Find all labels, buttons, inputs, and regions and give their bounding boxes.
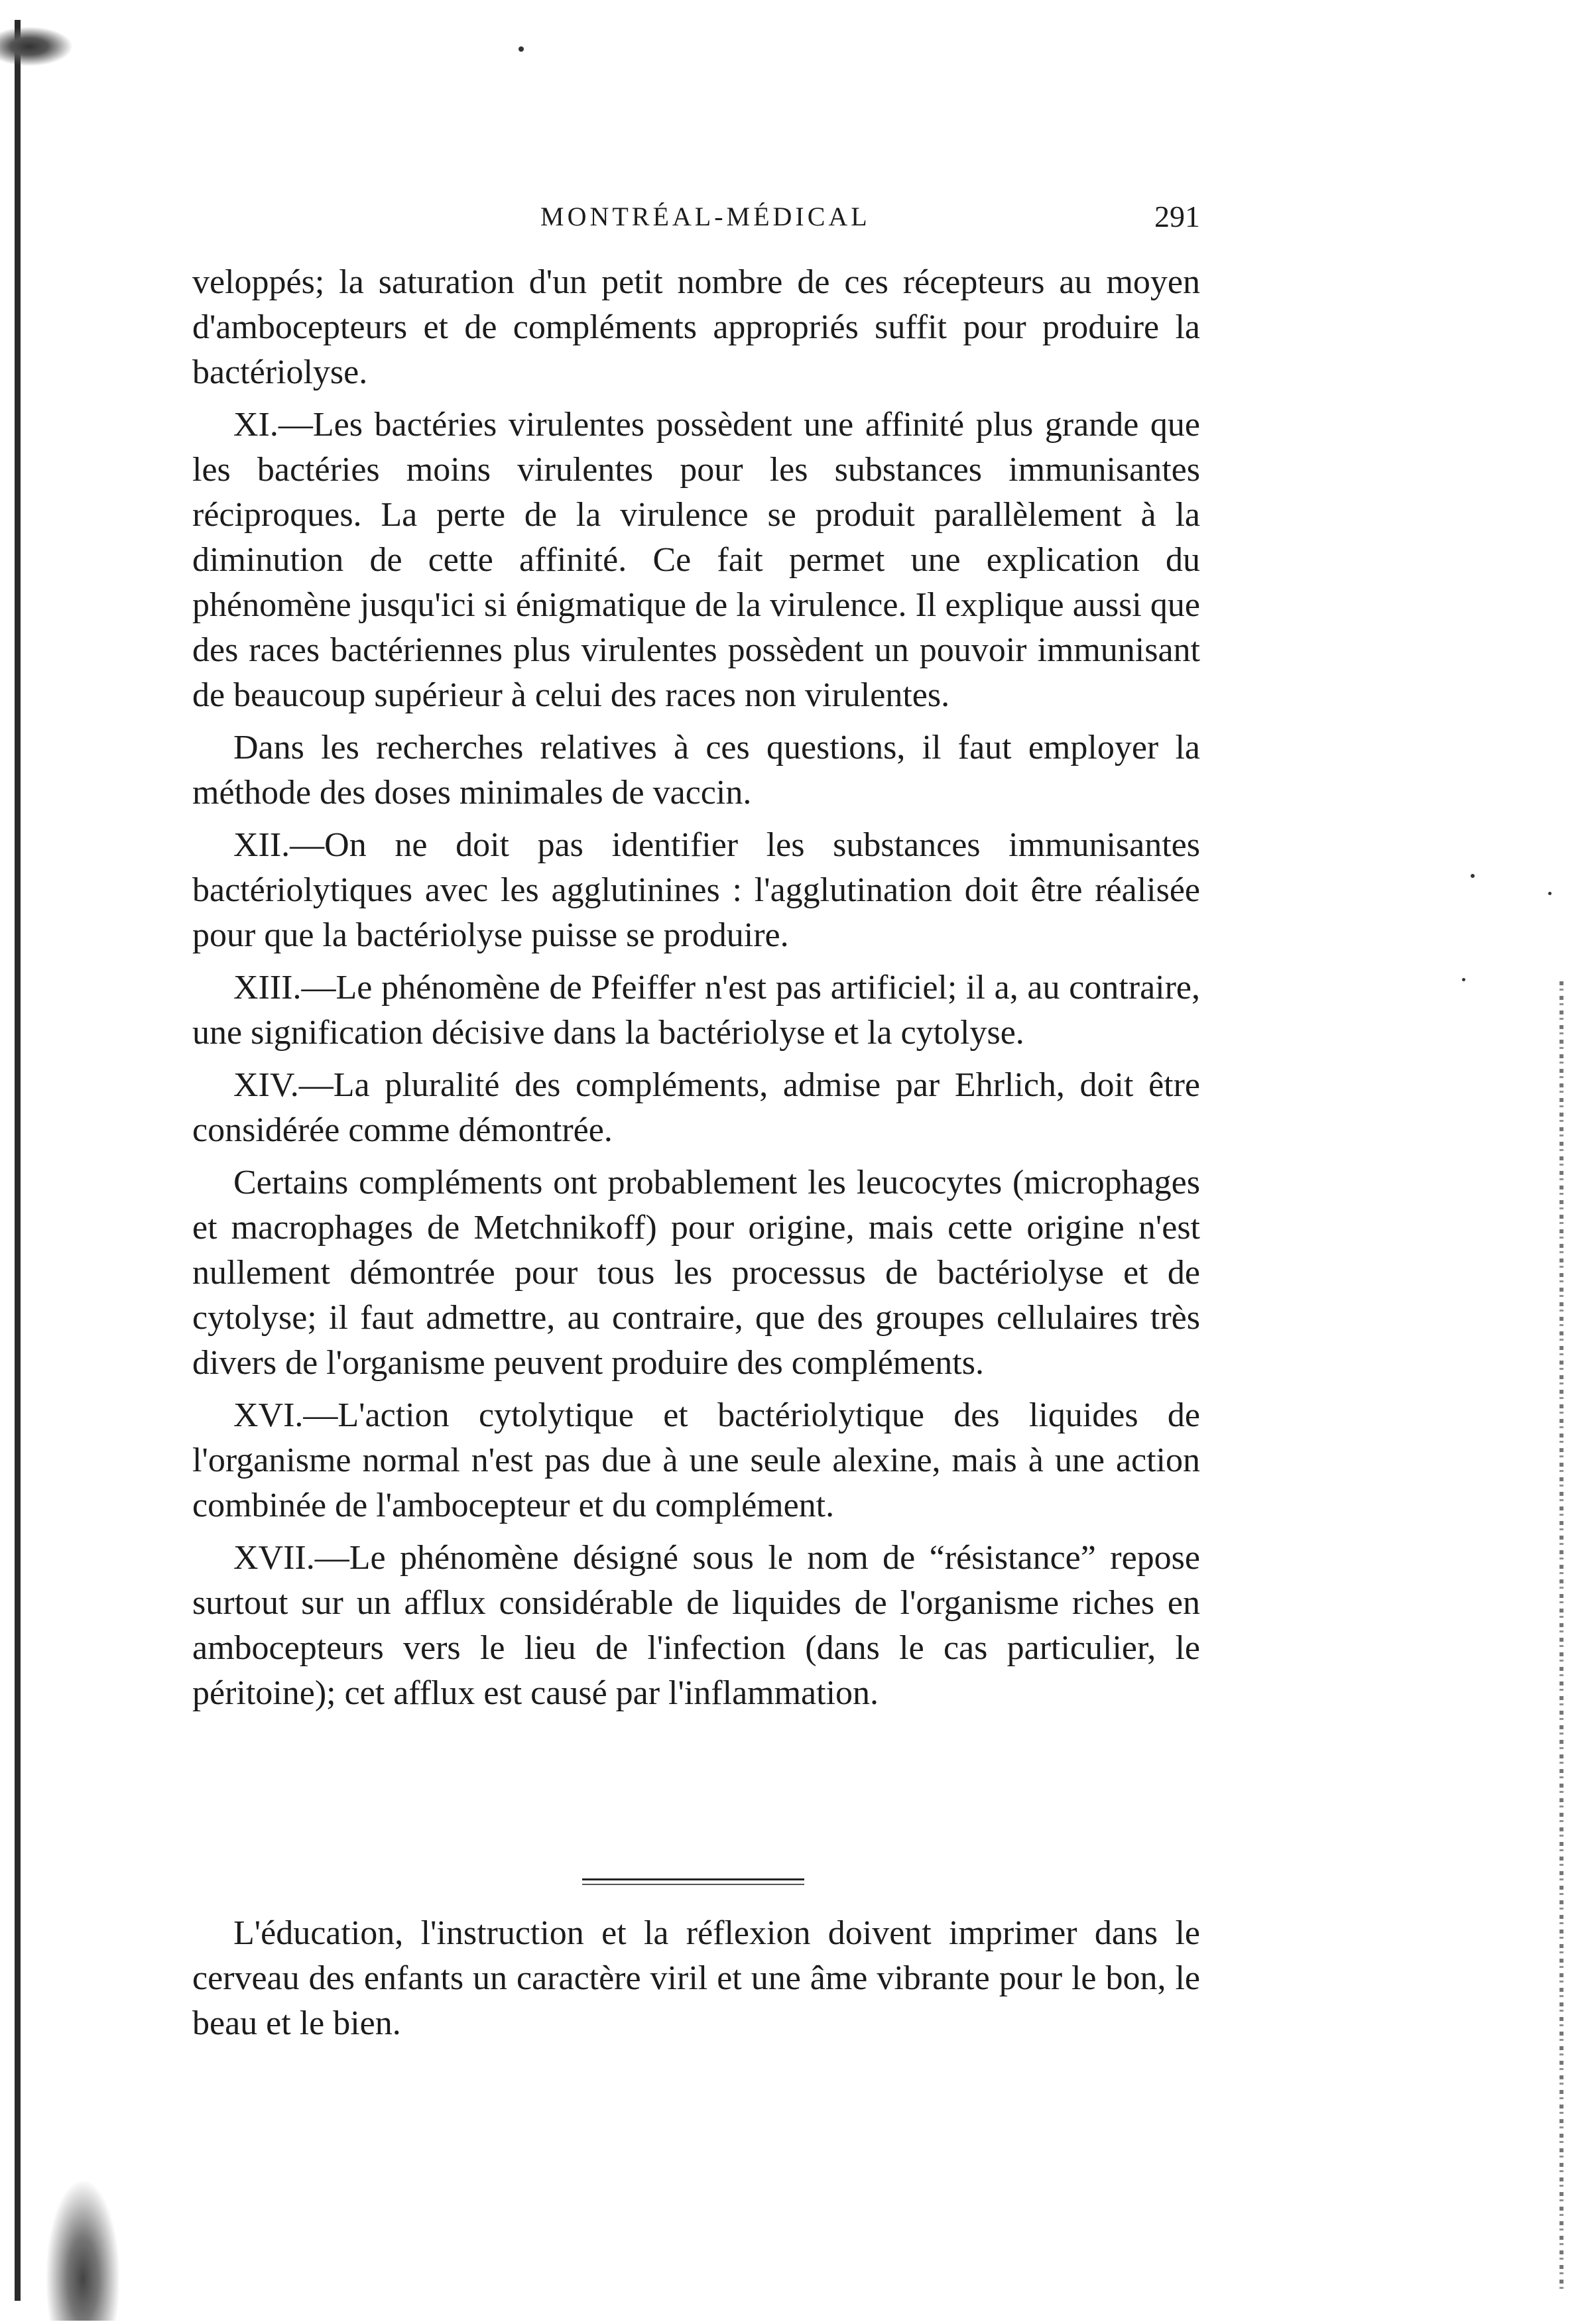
paragraph-research-note: Dans les recherches relatives à ces questions, il faut employer la méthode des doses minimales de vaccin. xyxy=(192,729,1200,812)
running-head: MONTRÉAL-MÉDICAL xyxy=(540,202,871,231)
section-separator xyxy=(582,1878,804,1880)
epigraph-text: L'éducation, l'instruction et la réflexion doivent imprimer dans le cerveau des enfants un caractère viril et une âme vibrante pour le bon, le beau et le bien. xyxy=(192,1914,1200,2042)
epigraph xyxy=(192,1911,1200,2046)
paragraph-continued: veloppés; la saturation d'un petit nombre de ces récepteurs au moyen d'ambocepteurs et de compléments appropriés suffit pour produire la bactériolyse. xyxy=(192,263,1200,391)
scan-border-right xyxy=(1559,981,1563,2294)
paragraph-complement-origin: Certains compléments ont probablement les leucocytes (microphages et macrophages de Metchnikoff) pour origine, mais cette origine n'est nullement démontrée pour tous les processus de bactériolyse et de cytolyse; il faut admettre, au contraire, que des groupes cellulaires très divers de l'organisme peuvent produire des compléments. xyxy=(192,1164,1200,1382)
page-header xyxy=(192,194,1200,240)
scan-border-left xyxy=(15,20,21,2301)
ink-speck xyxy=(1462,978,1465,981)
scan-smudge-top-left xyxy=(0,27,73,66)
scan-smudge-bottom-left xyxy=(46,2181,119,2321)
ink-speck xyxy=(1471,874,1475,878)
paragraph-xii: XII.—On ne doit pas identifier les substances immunisantes bactériolytiques avec les agglutinines : l'agglutination doit être réalisée pour que la bactériolyse puisse se produire. xyxy=(192,826,1200,954)
paragraph-xvii: XVII.—Le phénomène désigné sous le nom de “résistance” repose surtout sur un afflux considérable de liquides de l'organisme riches en ambocepteurs vers le lieu de l'infection (dans le cas particulier, le péritoine); cet afflux est causé par l'inflammation. xyxy=(192,1539,1200,1712)
paragraph-xvi: XVI.—L'action cytolytique et bactériolytique des liquides de l'organisme normal n'est pas due à une seule alexine, mais à une action combinée de l'ambocepteur et du complément. xyxy=(192,1396,1200,1524)
page-number: 291 xyxy=(1154,200,1200,233)
paragraph-xi: XI.—Les bactéries virulentes possèdent une affinité plus grande que les bactéries moins virulentes pour les substances immunisantes réciproques. La perte de la virulence se produit parallèlement à la diminution de cette affinité. Ce fait permet une explication du phénomène jusqu'ici si énigmatique de la virulence. Il explique aussi que des races bactériennes plus virulentes possèdent un pouvoir immunisant de beaucoup supérieur à celui des races non virulentes. xyxy=(192,406,1200,714)
ink-speck xyxy=(1548,892,1552,895)
text-body xyxy=(192,260,1200,1716)
paragraph-xiii: XIII.—Le phénomène de Pfeiffer n'est pas artificiel; il a, au contraire, une signification décisive dans la bactériolyse et la cytolyse. xyxy=(192,969,1200,1052)
ink-speck xyxy=(519,46,524,52)
paragraph-xiv: XIV.—La pluralité des compléments, admise par Ehrlich, doit être considérée comme démontrée. xyxy=(192,1066,1200,1149)
